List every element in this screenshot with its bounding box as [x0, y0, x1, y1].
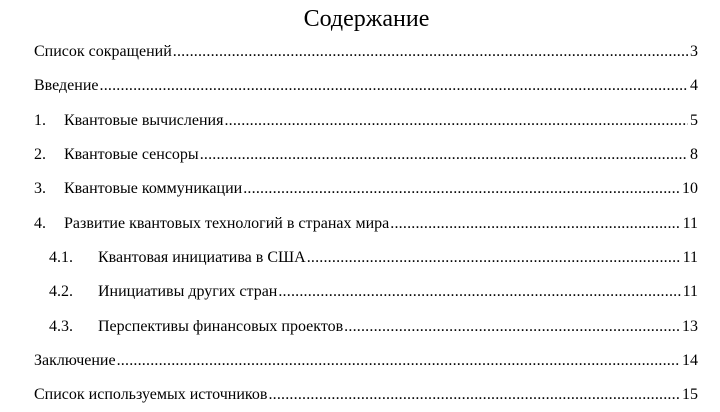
toc-dot-leader	[278, 283, 680, 301]
toc-entry-other-countries[interactable]	[34, 275, 698, 309]
toc-entry-label: Квантовые коммуникации	[64, 180, 243, 198]
toc-page-number: 11	[682, 248, 698, 266]
toc-dot-leader	[307, 249, 681, 267]
toc-entry-number: 4.3.	[49, 317, 73, 335]
toc-entry-label: Список сокращений	[34, 43, 172, 61]
toc-entry-world-development[interactable]	[34, 206, 698, 240]
toc-dot-leader	[117, 352, 680, 370]
toc-page-number: 14	[682, 351, 698, 369]
toc-dot-leader	[390, 215, 680, 233]
toc-dot-leader	[100, 77, 689, 95]
toc-entry-quantum-communications[interactable]	[34, 172, 698, 206]
toc-entry-label: Заключение	[34, 351, 116, 369]
toc-dot-leader	[200, 146, 688, 164]
toc-page-number: 10	[682, 180, 698, 198]
toc-dot-leader	[268, 386, 680, 404]
toc-dot-leader	[344, 318, 680, 336]
toc-page-number: 8	[690, 146, 698, 164]
toc-entry-conclusion[interactable]	[34, 344, 698, 378]
toc-entry-number: 2.	[34, 146, 46, 164]
toc-entry-label: Перспективы финансовых проектов	[98, 317, 344, 335]
toc-page-number: 3	[690, 43, 698, 61]
toc-entry-quantum-sensors[interactable]	[34, 138, 698, 172]
toc-entry-label: Квантовые сенсоры	[64, 146, 199, 164]
toc-entry-number: 4.	[34, 214, 46, 232]
toc-entry-label: Список используемых источников	[34, 386, 268, 404]
table-of-contents	[34, 35, 698, 412]
toc-entry-label: Инициативы других стран	[98, 283, 278, 301]
toc-dot-leader	[243, 180, 680, 198]
toc-page-number: 4	[690, 77, 698, 95]
toc-entry-label: Развитие квантовых технологий в странах мира	[64, 214, 390, 232]
toc-entry-references[interactable]	[34, 378, 698, 412]
toc-page-number: 5	[690, 111, 698, 129]
toc-page-number: 11	[682, 283, 698, 301]
toc-dot-leader	[173, 43, 688, 61]
toc-entry-label: Квантовая инициатива в США	[98, 248, 306, 266]
toc-page-number: 15	[682, 386, 698, 404]
toc-entry-introduction[interactable]	[34, 69, 698, 103]
toc-entry-number: 3.	[34, 180, 46, 198]
toc-entry-usa-initiative[interactable]	[34, 241, 698, 275]
toc-dot-leader	[224, 112, 688, 130]
toc-entry-number: 4.1.	[49, 248, 73, 266]
toc-page-number: 11	[682, 214, 698, 232]
toc-title: Содержание	[303, 6, 430, 32]
toc-entry-label: Введение	[34, 77, 99, 95]
toc-entry-financial-prospects[interactable]	[34, 309, 698, 343]
toc-entry-quantum-computing[interactable]	[34, 104, 698, 138]
toc-entry-label: Квантовые вычисления	[64, 111, 224, 129]
toc-entry-number: 4.2.	[49, 283, 73, 301]
toc-entry-abbreviations[interactable]	[34, 35, 698, 69]
toc-entry-number: 1.	[34, 111, 46, 129]
toc-page-number: 13	[682, 317, 698, 335]
